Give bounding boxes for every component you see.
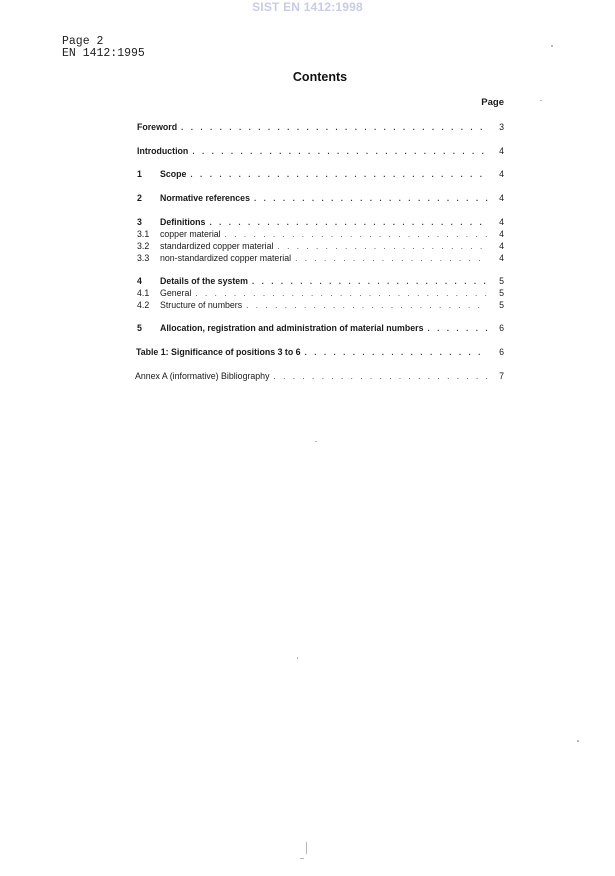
toc-entry[interactable] — [137, 217, 504, 229]
toc-entry-title: Structure of numbers — [160, 300, 243, 310]
toc-entry-title: Introduction — [137, 146, 189, 156]
toc-entry-number: 3 — [137, 217, 142, 227]
toc-entry-page: 6 — [499, 347, 504, 357]
toc-entry-title: copper material — [160, 229, 221, 239]
toc-entry[interactable] — [137, 253, 504, 265]
scan-speck — [540, 100, 542, 101]
toc-entry-title: Normative references — [160, 193, 250, 203]
toc-leader-dots — [273, 372, 488, 381]
page-number: Page 2 — [62, 35, 104, 48]
toc-entry-page: 4 — [499, 193, 504, 203]
toc-entry-number: 1 — [137, 169, 142, 179]
toc-entry-number: 3.3 — [137, 253, 150, 263]
toc-entry-title: Annex A (informative) Bibliography — [135, 371, 270, 381]
scan-speck — [297, 657, 298, 659]
toc-leader-dots — [427, 324, 488, 333]
toc-leader-dots — [195, 289, 488, 298]
page-column-header: Page — [481, 97, 504, 108]
toc-entry[interactable] — [137, 300, 504, 312]
toc-leader-dots — [295, 254, 488, 263]
toc-entry-number: 4.2 — [137, 300, 150, 310]
toc-entry[interactable] — [137, 229, 504, 241]
toc-entry-title: Definitions — [160, 217, 206, 227]
toc-entry-page: 7 — [499, 371, 504, 381]
watermark: SIST EN 1412:1998 — [252, 0, 363, 14]
toc-entry-title: Table 1: Significance of positions 3 to 6 — [136, 347, 301, 357]
toc-entry-title: Allocation, registration and administration of material numbers — [160, 323, 424, 333]
toc-entry-title: Foreword — [137, 122, 178, 132]
toc-entry[interactable] — [137, 323, 504, 335]
toc-entry[interactable] — [137, 169, 504, 181]
toc-leader-dots — [252, 277, 488, 286]
toc-entry-number: 3.2 — [137, 241, 150, 251]
toc-entry-page: 4 — [499, 229, 504, 239]
scan-speck — [551, 45, 553, 47]
scan-speck — [315, 441, 317, 442]
scan-speck — [306, 842, 307, 854]
toc-entry-title: non-standardized copper material — [160, 253, 292, 263]
toc-entry-number: 5 — [137, 323, 142, 333]
toc-entry[interactable] — [137, 288, 504, 300]
toc-entry-page: 6 — [499, 323, 504, 333]
toc-leader-dots — [181, 123, 488, 132]
toc-entry-page: 4 — [499, 253, 504, 263]
scan-speck — [300, 858, 304, 859]
page-title: Contents — [292, 70, 348, 84]
toc-leader-dots — [246, 301, 488, 310]
toc-leader-dots — [254, 194, 488, 203]
toc-entry-page: 3 — [499, 122, 504, 132]
toc-entry[interactable] — [137, 193, 504, 205]
toc-leader-dots — [209, 218, 488, 227]
toc-entry-number: 3.1 — [137, 229, 150, 239]
toc-entry-page: 5 — [499, 276, 504, 286]
scan-speck — [577, 740, 579, 742]
toc-entry-number: 4 — [137, 276, 142, 286]
toc-entry[interactable] — [137, 241, 504, 253]
toc-entry-title: standardized copper material — [160, 241, 274, 251]
toc-entry[interactable] — [135, 371, 504, 383]
toc-entry-page: 5 — [499, 288, 504, 298]
toc-entry-title: Details of the system — [160, 276, 248, 286]
toc-leader-dots — [277, 242, 488, 251]
toc-leader-dots — [225, 230, 488, 239]
toc-entry-page: 4 — [499, 217, 504, 227]
toc-leader-dots — [192, 147, 488, 156]
page-identifier — [62, 36, 145, 60]
toc-entry-number: 2 — [137, 193, 142, 203]
toc-leader-dots — [190, 170, 488, 179]
toc-entry-page: 4 — [499, 169, 504, 179]
toc-entry[interactable] — [137, 276, 504, 288]
toc-entry[interactable] — [136, 347, 504, 359]
toc-entry-title: General — [160, 288, 192, 298]
toc-entry[interactable] — [137, 146, 504, 158]
toc-entry-page: 4 — [499, 146, 504, 156]
document-number: EN 1412:1995 — [62, 47, 145, 60]
toc-entry-page: 5 — [499, 300, 504, 310]
toc-entry-title: Scope — [160, 169, 187, 179]
toc-entry-number: 4.1 — [137, 288, 150, 298]
toc-entry-page: 4 — [499, 241, 504, 251]
toc-entry[interactable] — [137, 122, 504, 134]
toc-leader-dots — [305, 348, 488, 357]
